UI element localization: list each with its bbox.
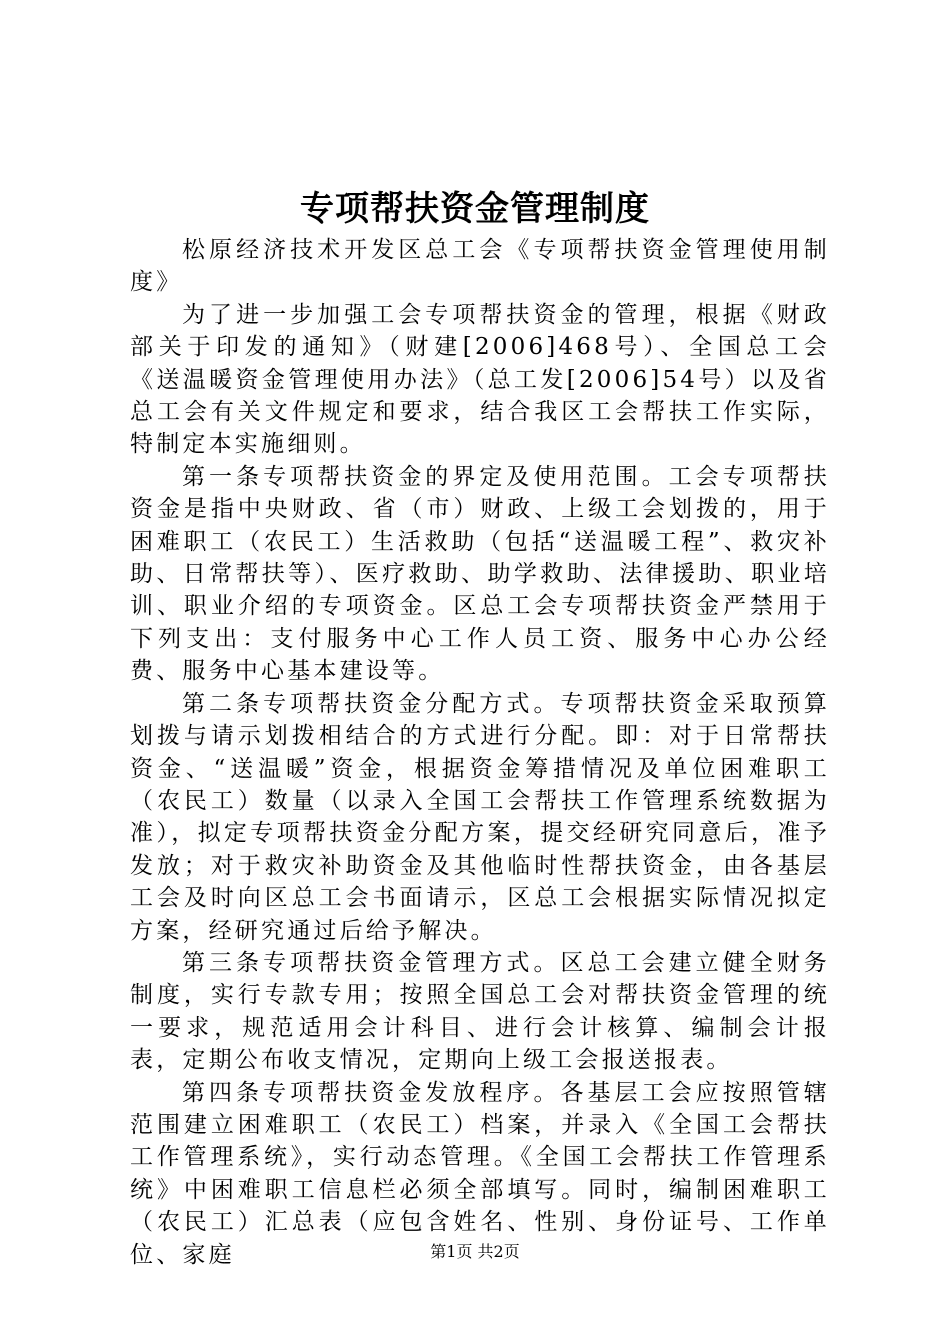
page-footer: 第1页 共2页 <box>430 1242 520 1261</box>
paragraph-article-1: 第一条专项帮扶资金的界定及使用范围。工会专项帮扶资金是指中央财政、省（市）财政、上级工会划拨的，用于困难职工（农民工）生活救助（包括“送温暖工程”、救灾补助、日常帮扶等）、医疗救助、助学救助、法律援助、职业培训、职业介绍的专项资金。区总工会专项帮扶资金严禁用于下列支出：支付服务中心工作人员工资、服务中心办公经费、服务中心基本建设等。 <box>130 463 830 685</box>
paragraph-preamble: 为了进一步加强工会专项帮扶资金的管理，根据《财政部关于印发的通知》（财建[2006]468号）、全国总工会《送温暖资金管理使用办法》（总工发[2006]54号）以及省总工会有关文件规定和要求，结合我区工会帮扶工作实际，特制定本实施细则。 <box>130 301 830 458</box>
document-title: 专项帮扶资金管理制度 <box>300 189 650 229</box>
paragraph-article-4: 第四条专项帮扶资金发放程序。各基层工会应按照管辖范围建立困难职工（农民工）档案，并录入《全国工会帮扶工作管理系统》，实行动态管理。《全国工会帮扶工作管理系统》中困难职工信息栏必须全部填写。同时，编制困难职工（农民工）汇总表（应包含姓名、性别、身份证号、工作单位、家庭 <box>130 1079 830 1268</box>
paragraph-article-2: 第二条专项帮扶资金分配方式。专项帮扶资金采取预算划拨与请示划拨相结合的方式进行分配。即：对于日常帮扶资金、“送温暖”资金，根据资金筹措情况及单位困难职工（农民工）数量（以录入全国工会帮扶工作管理系统数据为准），拟定专项帮扶资金分配方案，提交经研究同意后，准予发放；对于救灾补助资金及其他临时性帮扶资金，由各基层工会及时向区总工会书面请示，区总工会根据实际情况拟定方案，经研究通过后给予解决。 <box>130 690 830 944</box>
document-body <box>130 234 830 1271</box>
paragraph-subtitle: 松原经济技术开发区总工会《专项帮扶资金管理使用制度》 <box>130 237 830 296</box>
paragraph-article-3: 第三条专项帮扶资金管理方式。区总工会建立健全财务制度，实行专款专用；按照全国总工会对帮扶资金管理的统一要求，规范适用会计科目、进行会计核算、编制会计报表，定期公布收支情况，定期向上级工会报送报表。 <box>130 949 830 1074</box>
